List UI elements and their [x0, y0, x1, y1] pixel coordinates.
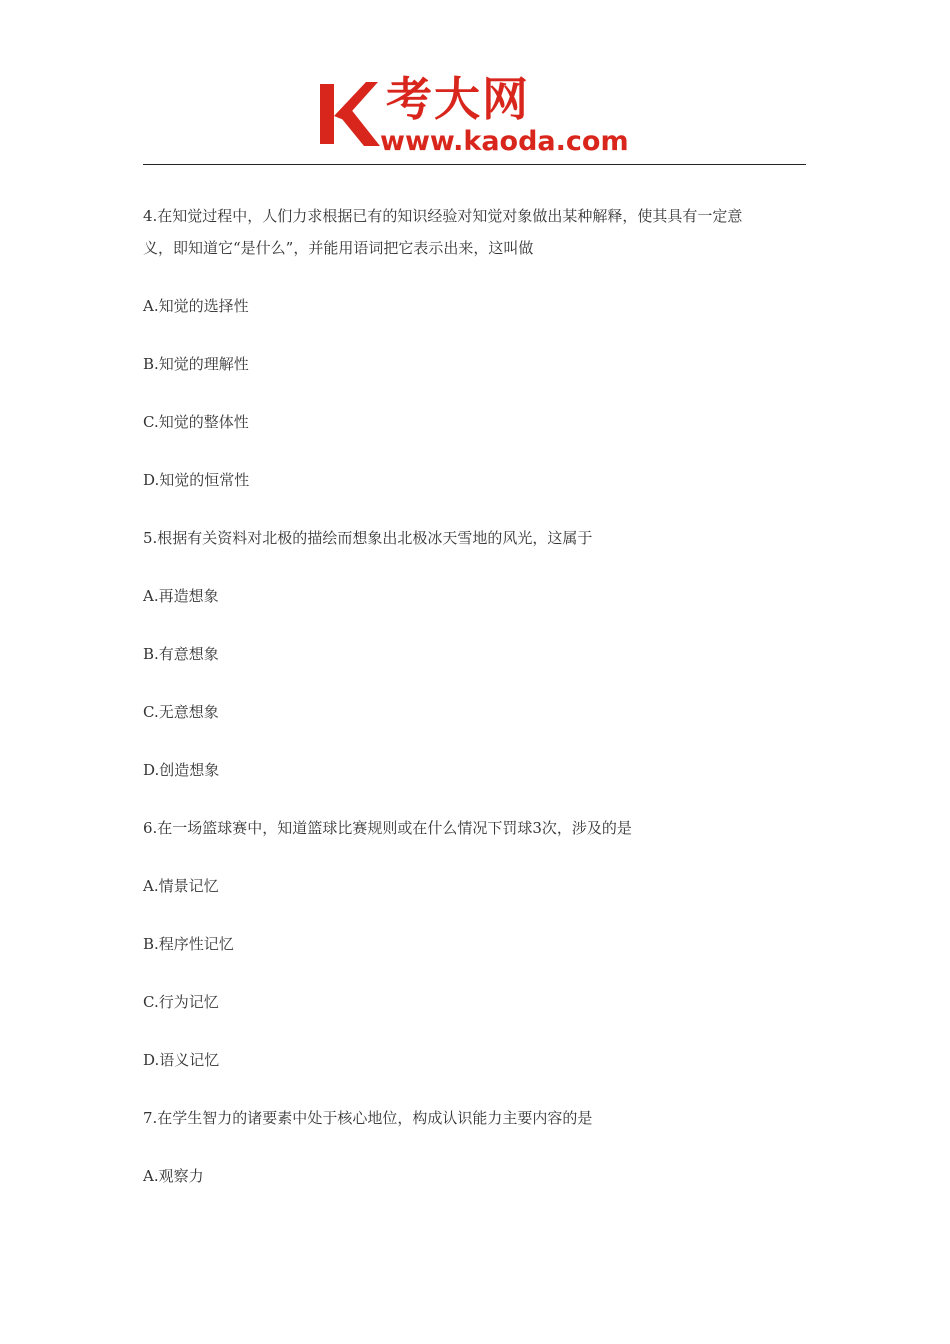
question-stem-line: 义，即知道它“是什么”，并能用语词把它表示出来，这叫做 — [143, 239, 534, 257]
option-a: A.情景记忆 — [143, 877, 219, 895]
logo-chinese-name: 考大网 — [386, 72, 530, 126]
option-c: C.行为记忆 — [143, 993, 219, 1011]
option-d: D.语义记忆 — [143, 1051, 220, 1069]
document-body — [143, 200, 811, 1218]
option-c: C.知觉的整体性 — [143, 413, 249, 431]
option-c: C.无意想象 — [143, 703, 219, 721]
option-d: D.知觉的恒常性 — [143, 471, 250, 489]
option-a: A.知觉的选择性 — [143, 297, 249, 315]
option-a: A.观察力 — [143, 1167, 204, 1185]
option-a: A.再造想象 — [143, 587, 219, 605]
question-4 — [143, 200, 811, 264]
page-header — [0, 0, 950, 170]
k-logo-icon — [318, 80, 380, 148]
option-b: B.有意想象 — [143, 645, 219, 663]
question-stem-line: 4.在知觉过程中，人们力求根据已有的知识经验对知觉对象做出某种解释，使其具有一定意 — [143, 207, 743, 225]
option-b: B.程序性记忆 — [143, 935, 234, 953]
option-b: B.知觉的理解性 — [143, 355, 249, 373]
option-d: D.创造想象 — [143, 761, 220, 779]
kaoda-logo[interactable] — [318, 74, 642, 160]
question-5: 5.根据有关资料对北极的描绘而想象出北极冰天雪地的风光，这属于 — [143, 529, 593, 547]
header-divider — [143, 164, 806, 165]
question-7: 7.在学生智力的诸要素中处于核心地位，构成认识能力主要内容的是 — [143, 1109, 593, 1127]
logo-url: www.kaoda.com — [380, 126, 629, 157]
question-6: 6.在一场篮球赛中，知道篮球比赛规则或在什么情况下罚球3次，涉及的是 — [143, 819, 632, 837]
